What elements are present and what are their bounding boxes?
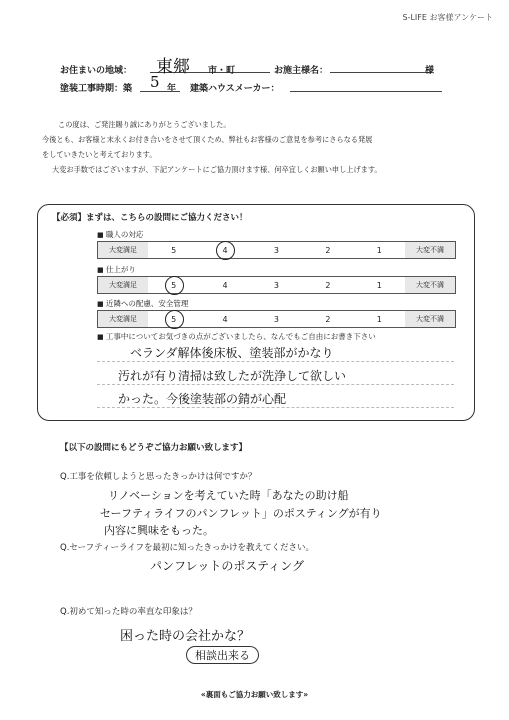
answer-3-line[interactable]: 困った時の会社かな？ xyxy=(120,629,251,644)
answer-1-line[interactable]: 内容に興味をもった。 xyxy=(104,524,214,537)
extra-section-title: 【以下の設問にもどうぞご協力お願い致します】 xyxy=(60,443,248,453)
intro-line: この度は、ご発注賜り誠にありがとうございました。 xyxy=(58,120,231,129)
rating-scale-staff[interactable] xyxy=(97,241,456,259)
scale-left-label: 大変満足 xyxy=(98,311,148,327)
age-underline xyxy=(140,91,180,92)
rating-option[interactable]: 5 xyxy=(171,245,177,255)
rating-option[interactable]: 3 xyxy=(273,280,280,290)
maker-underline[interactable] xyxy=(290,91,442,92)
intro-line: をしていきたいと考えております。 xyxy=(42,150,157,159)
client-underline[interactable] xyxy=(330,72,432,73)
comment-line[interactable]: ベランダ解体後床板、塗装部がかなり xyxy=(130,346,334,360)
client-suffix: 様 xyxy=(425,66,435,76)
area-suffix: 市・町 xyxy=(208,66,236,76)
rating-option[interactable]: 2 xyxy=(325,245,331,255)
age-value[interactable]: 5 xyxy=(150,73,160,91)
maker-label: 建築ハウスメーカー： xyxy=(190,84,280,94)
answer-1-line[interactable]: リノベーションを考えていた時「あなたの助け船 xyxy=(108,489,349,502)
intro-line: 大変お手数ではございますが、下記アンケートにご協力頂けます様、何卒宜しくお願い申し上げます。 xyxy=(52,165,382,174)
comment-rule xyxy=(97,407,454,408)
rating-option[interactable]: 1 xyxy=(376,245,382,255)
rating-option[interactable]: 3 xyxy=(273,314,280,324)
comment-rule xyxy=(97,361,454,362)
rating-option[interactable]: 1 xyxy=(376,314,382,324)
rating-option[interactable]: 4 xyxy=(222,314,228,324)
rating-option[interactable]: 4 xyxy=(222,280,228,290)
intro-line: 今後とも、お客様と末永くお付き合いをさせて頂くため、弊社もお客様のご意見を参考にさらなる発展 xyxy=(42,135,373,144)
scale-left-label: 大変満足 xyxy=(98,277,148,293)
item-label-staff: ■ 職人の対応 xyxy=(97,229,143,240)
rating-scale-finish[interactable] xyxy=(97,276,456,294)
age-suffix: 年 xyxy=(167,84,177,94)
comment-label: ■ 工事中についてお気づきの点がございましたら、なんでもご自由にお書き下さい xyxy=(97,331,376,342)
scale-left-label: 大変満足 xyxy=(98,242,148,258)
area-value[interactable]: 東郷 xyxy=(156,57,190,77)
area-label: お住まいの地域： xyxy=(60,66,133,76)
rating-option[interactable]: 2 xyxy=(325,280,331,290)
comment-rule xyxy=(97,384,454,385)
comment-line[interactable]: 汚れが有り清掃は致したが洗浄して欲しい xyxy=(118,369,347,383)
client-label: お施主様名： xyxy=(274,66,329,76)
question-2: Q.セーフティーライフを最初に知ったきっかけを教えてください。 xyxy=(60,543,314,553)
comment-line[interactable]: かった。今後塗装部の錆が心配 xyxy=(118,392,287,406)
rating-option[interactable]: 2 xyxy=(325,314,331,324)
scale-right-label: 大変不満 xyxy=(405,242,455,258)
item-label-finish: ■ 仕上がり xyxy=(97,264,136,275)
rating-option[interactable]: 3 xyxy=(273,245,280,255)
rating-option-selected[interactable]: 5 xyxy=(164,281,184,290)
answer-3-line-circled[interactable]: 相談出来る xyxy=(186,646,259,664)
intro-text xyxy=(42,117,482,177)
question-3: Q.初めて知った時の率直な印象は？ xyxy=(60,607,197,617)
scale-right-label: 大変不満 xyxy=(405,311,455,327)
answer-2-line[interactable]: パンフレットのポスティング xyxy=(150,559,304,573)
brand-label: S-LIFE お客様アンケート xyxy=(402,13,493,22)
rating-option-selected[interactable]: 4 xyxy=(215,246,235,255)
age-label: 塗装工事時期：築 xyxy=(60,84,133,94)
rating-option-selected[interactable]: 5 xyxy=(164,315,184,324)
question-1: Q.工事を依頼しようと思ったきっかけは何ですか？ xyxy=(60,472,257,482)
answer-1-line[interactable]: セーフティライフのパンフレット」のポスティングが有り xyxy=(100,507,382,520)
rating-scale-safety[interactable] xyxy=(97,310,456,328)
rating-option[interactable]: 1 xyxy=(376,280,382,290)
survey-title: 【必須】まずは、こちらの設問にご協力ください！ xyxy=(52,213,248,223)
footer-note: «裏面もご協力お願い致します» xyxy=(200,690,309,699)
scale-right-label: 大変不満 xyxy=(405,277,455,293)
item-label-safety: ■ 近隣への配慮、安全管理 xyxy=(97,298,188,309)
